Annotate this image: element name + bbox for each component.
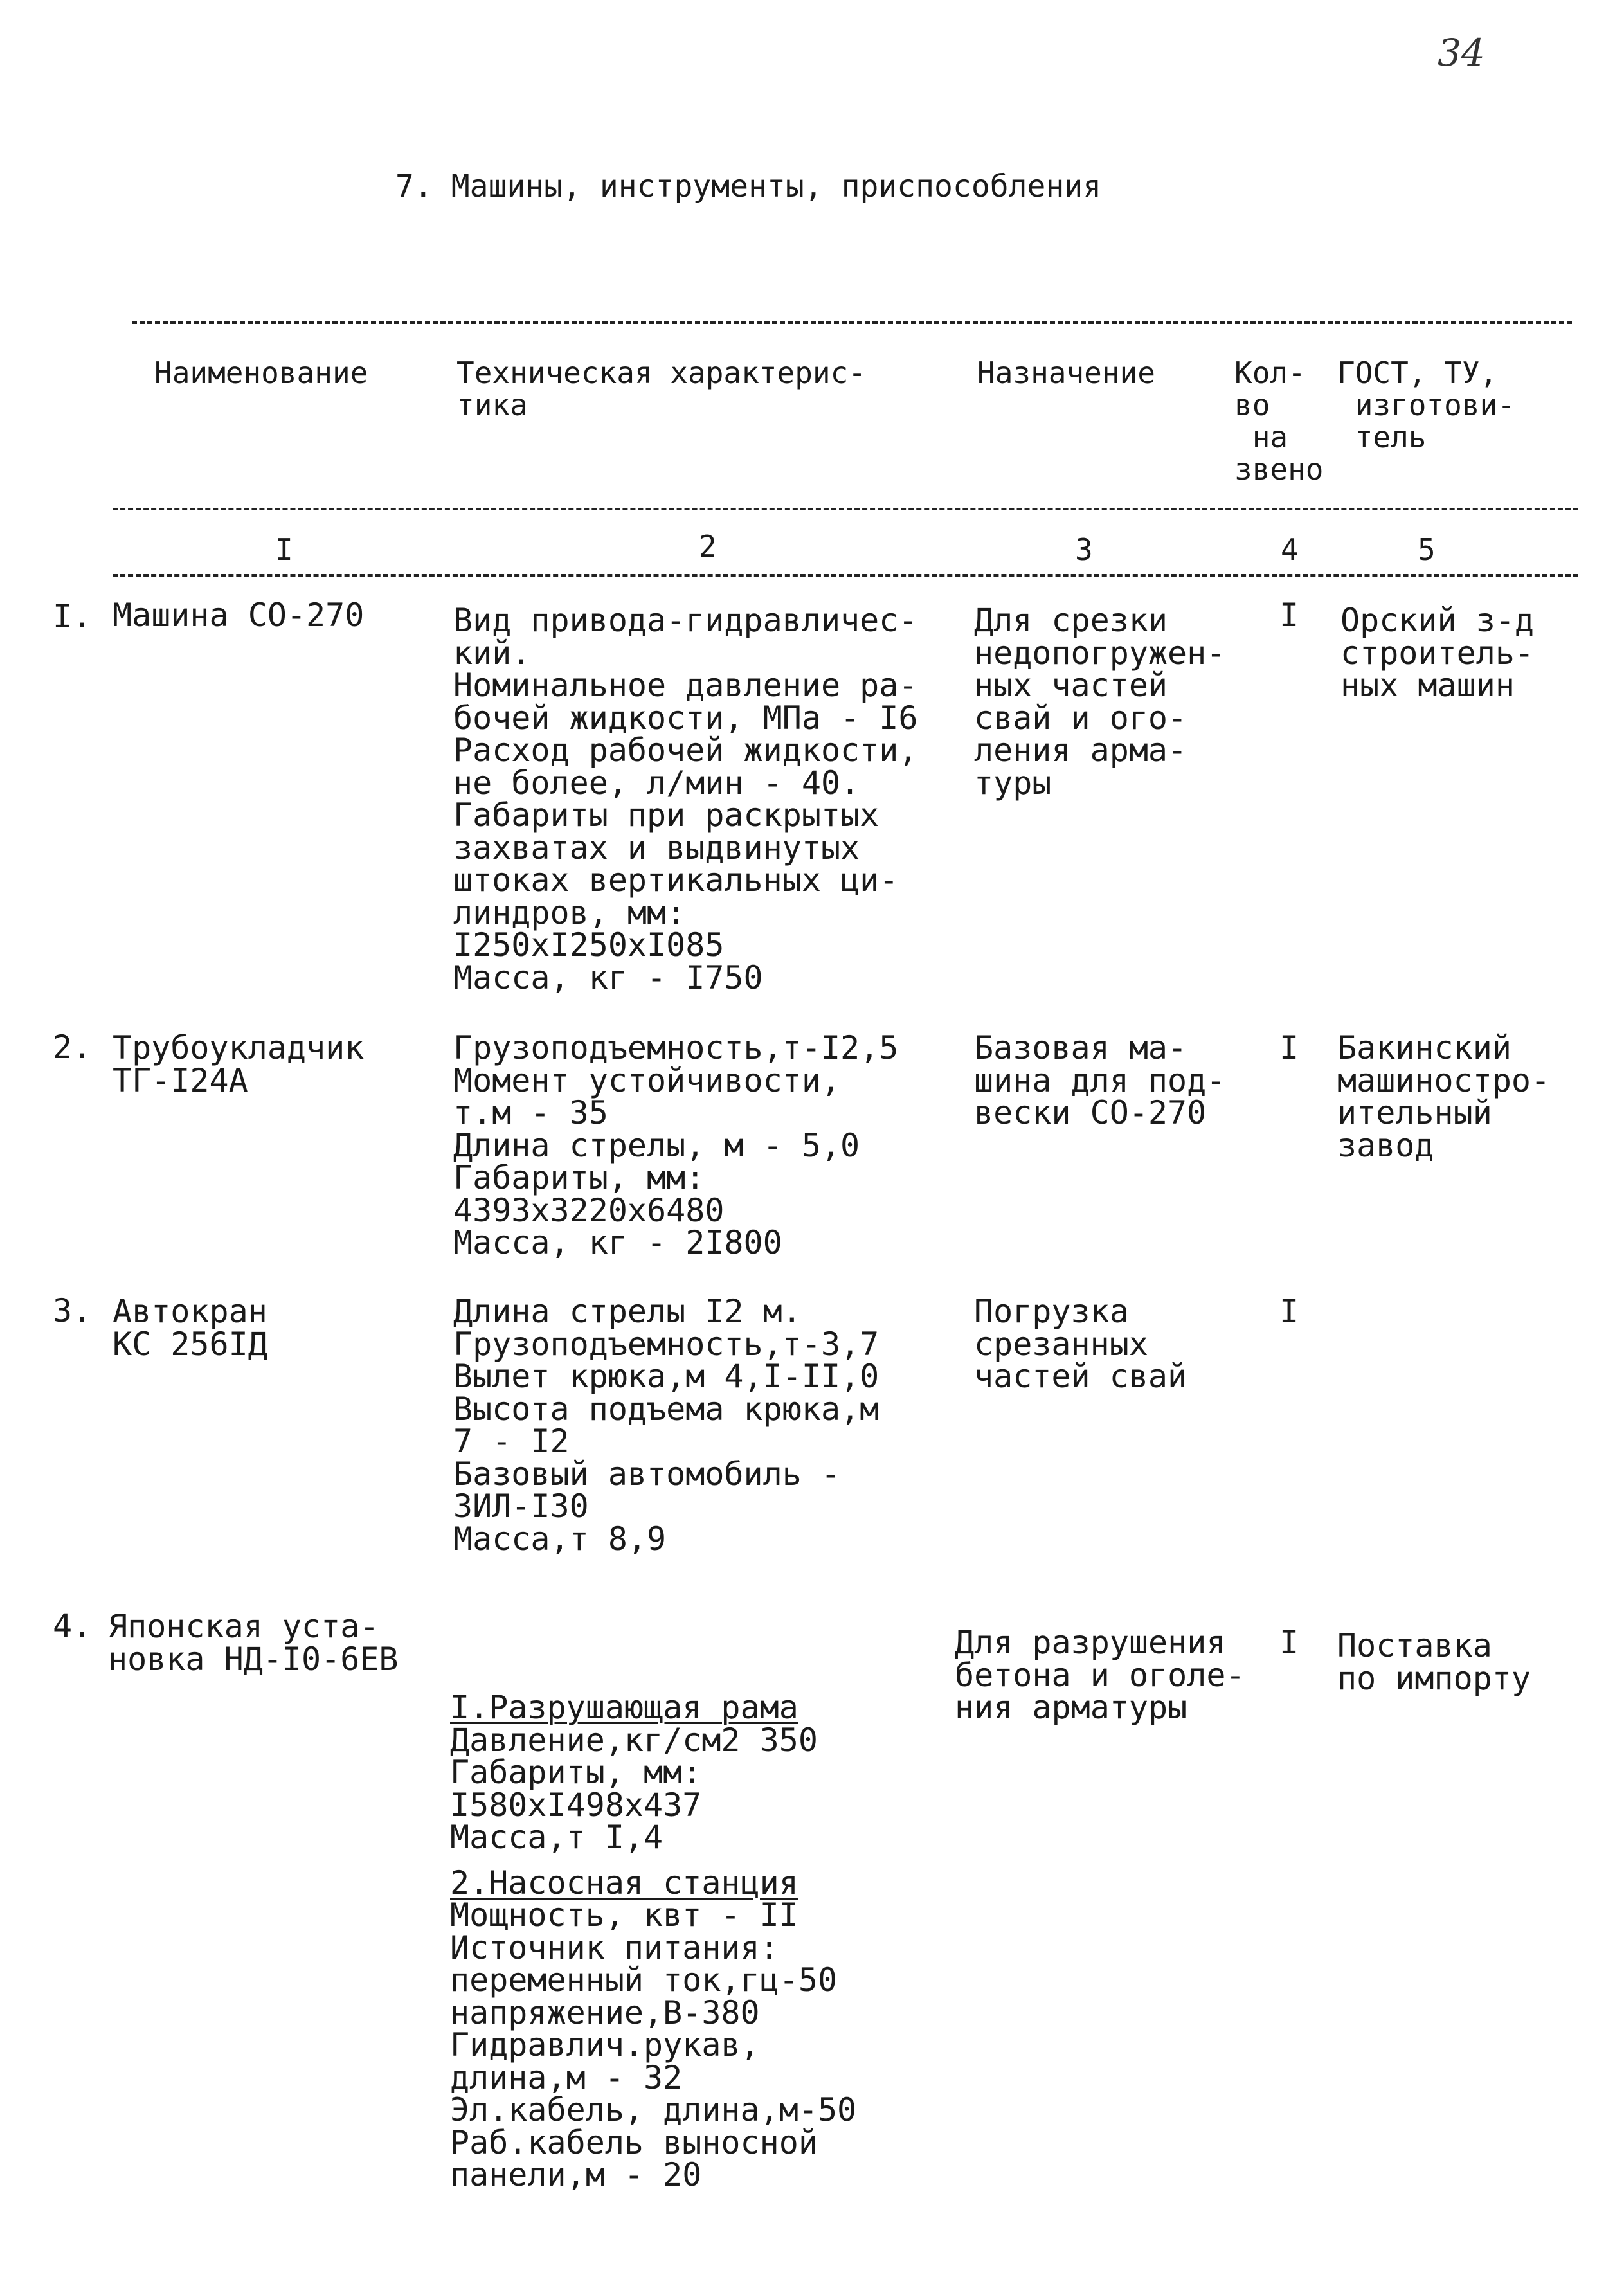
column-number-5: 5 [1418,532,1436,567]
row-3-purpose: Погрузка срезанных частей свай [974,1293,1187,1395]
column-numbers-rule [113,574,1578,577]
row-2-purpose: Базовая ма- шина для под- вески СО-270 [974,1029,1226,1131]
row-3-qty: I [1279,1293,1299,1330]
header-tech: Техническая характерис- тика [456,355,866,422]
row-1-qty: I [1279,597,1299,634]
column-number-4: 4 [1281,532,1299,567]
row-2-name: Трубоукладчик ТГ-I24А [113,1029,365,1099]
row-2-tech: Грузоподъемность,т-I2,5 Момент устойчивости, т.м - 35 Длина стрелы, м - 5,0 Габариты, мм: 4393x3220x6480 Масса, кг - 2I800 [453,1029,899,1261]
header-purpose: Назначение [977,355,1155,390]
row-4-number: 4. [53,1607,92,1644]
row-2-gost: Бакинский машиностро- ительный завод [1337,1029,1551,1164]
row-4-qty: I [1279,1624,1299,1661]
row-4-name: Японская уста- новка НД-I0-6ЕВ [108,1608,399,1678]
row-2-number: 2. [53,1029,92,1066]
row-4-gost: Поставка по импорту [1337,1627,1531,1697]
row-3-name: Автокран КС 256IД [113,1293,267,1363]
row-3-number: 3. [53,1292,92,1329]
column-number-1: I [275,532,293,567]
row-4-tech-part1: Давление,кг/см2 350 Габариты, мм: I580xI498x437 Масса,т I,4 [450,1721,818,1856]
header-qty: Кол- во на звено [1234,355,1324,487]
row-4-tech [450,1626,856,2224]
row-2-qty: I [1279,1029,1299,1066]
row-1-name: Машина СО-270 [113,597,365,634]
header-bottom-rule [113,508,1578,510]
column-number-3: 3 [1075,532,1093,567]
row-4-tech-part2-title: 2.Насосная станция [450,1864,798,1902]
header-name: Наименование [154,355,368,390]
row-4-tech-part1-title: I.Разрушающая рама [450,1689,798,1726]
row-1-gost: Орский з-д строитель- ных машин [1340,602,1535,704]
page-number: 34 [1438,31,1485,75]
row-4-tech-part2: Мощность, квт - II Источник питания: переменный ток,гц-50 напряжение,В-380 Гидравлич.рукав, длина,м - 32 Эл.кабель, длина,м-50 Раб.кабель выносной панели,м - 20 [450,1896,857,2193]
table-top-rule [132,321,1572,324]
column-number-2: 2 [699,529,717,564]
row-4-purpose: Для разрушения бетона и оголе- ния арматуры [955,1624,1245,1726]
header-gost: ГОСТ, ТУ, изготови- тель [1337,355,1515,454]
row-1-tech: Вид привода-гидравличес- кий. Номинальное давление ра- бочей жидкости, МПа - I6 Расход рабочей жидкости, не более, л/мин - 40. Габариты при раскрытых захватах и выдвинутых штоках вертикальных ци- линдров, мм: I250xI250xI085 Масса, кг - I750 [453,602,918,996]
row-1-purpose: Для срезки недопогружен- ных частей свай и ого- ления арма- туры [974,602,1226,802]
row-3-tech: Длина стрелы I2 м. Грузоподъемность,т-3,7 Вылет крюка,м 4,I-II,0 Высота подъема крюка,м 7 - I2 Базовый автомобиль - ЗИЛ-I30 Масса,т 8,9 [453,1293,880,1558]
section-title: 7. Машины, инструменты, приспособления [395,168,1102,204]
row-1-number: I. [53,598,92,635]
